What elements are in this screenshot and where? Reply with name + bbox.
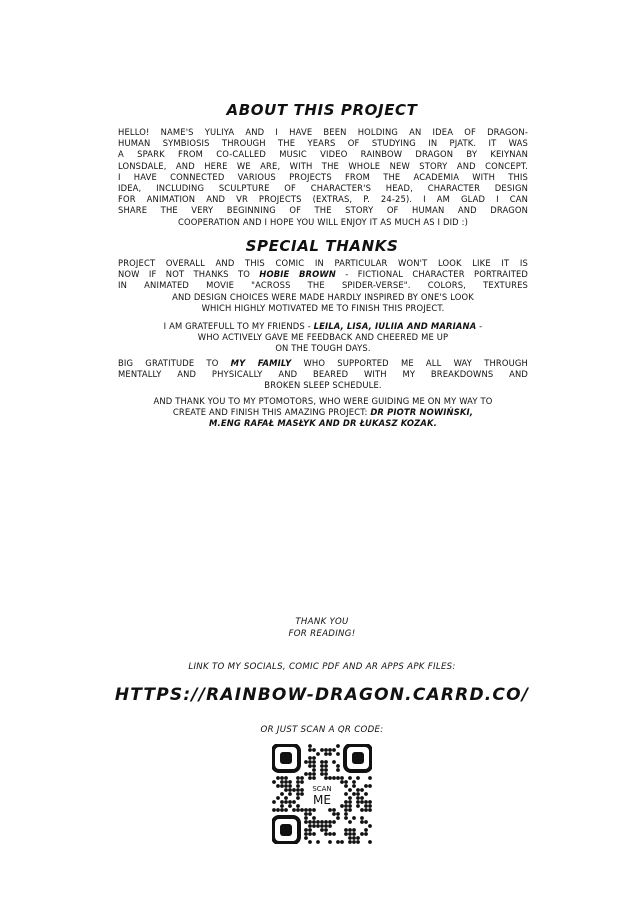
qr-module — [348, 808, 352, 812]
qr-module — [336, 812, 340, 816]
qr-module — [304, 812, 308, 816]
thanks-line: BROKEN SLEEP SCHEDULE. — [264, 380, 382, 391]
about-line: FOR ANIMATION AND VR PROJECTS (EXTRAS, P. 24-25). I AM GLAD I CAN — [118, 194, 528, 205]
thanks-line — [118, 358, 528, 369]
qr-module — [308, 748, 312, 752]
qr-module — [356, 792, 360, 796]
qr-module — [308, 824, 312, 828]
qr-module — [308, 760, 312, 764]
qr-module — [344, 804, 348, 808]
qr-module — [328, 840, 332, 844]
qr-module — [348, 820, 352, 824]
qr-me-text: ME — [313, 793, 331, 807]
qr-module — [304, 832, 308, 836]
thanks-paragraph-3 — [118, 358, 528, 392]
qr-module — [360, 800, 364, 804]
qr-module — [296, 788, 300, 792]
qr-module — [280, 800, 284, 804]
hobie-brown-name: HOBIE BROWN — [259, 269, 336, 280]
qr-module — [308, 840, 312, 844]
qr-module — [296, 776, 300, 780]
qr-module — [324, 748, 328, 752]
qr-module — [340, 804, 344, 808]
qr-module — [288, 804, 292, 808]
qr-finder-pattern — [345, 745, 371, 771]
qr-module — [312, 776, 316, 780]
qr-module — [320, 760, 324, 764]
qr-module — [312, 756, 316, 760]
qr-module — [344, 816, 348, 820]
qr-module — [280, 804, 284, 808]
qr-module — [276, 808, 280, 812]
qr-module — [356, 796, 360, 800]
qr-module — [336, 752, 340, 756]
qr-module — [292, 788, 296, 792]
thanks-line: WHICH HIGHLY MOTIVATED ME TO FINISH THIS PROJECT. — [201, 302, 445, 313]
qr-module — [308, 828, 312, 832]
qr-module — [324, 824, 328, 828]
about-line: COOPERATION AND I HOPE YOU WILL ENJOY IT AS MUCH AS I DID :) — [178, 216, 468, 227]
qr-label: OR JUST SCAN A QR CODE: — [260, 725, 384, 735]
qr-module — [356, 836, 360, 840]
qr-module — [340, 780, 344, 784]
thanks-text: NOW IF NOT THANKS TO — [118, 269, 260, 280]
qr-module — [352, 784, 356, 788]
qr-module — [304, 820, 308, 824]
qr-module — [368, 776, 372, 780]
qr-module — [328, 752, 332, 756]
qr-module — [284, 800, 288, 804]
qr-module — [332, 820, 336, 824]
qr-module — [348, 828, 352, 832]
qr-code-icon[interactable] — [272, 744, 372, 844]
qr-module — [304, 760, 308, 764]
project-url-link[interactable]: HTTPS://RAINBOW-DRAGON.CARRD.CO/ — [114, 685, 530, 705]
qr-module — [352, 828, 356, 832]
qr-module — [364, 800, 368, 804]
qr-module — [348, 832, 352, 836]
qr-module — [308, 812, 312, 816]
qr-module — [312, 764, 316, 768]
qr-module — [348, 840, 352, 844]
qr-module — [324, 764, 328, 768]
qr-module — [336, 764, 340, 768]
qr-module — [296, 804, 300, 808]
qr-module — [312, 824, 316, 828]
qr-module — [332, 776, 336, 780]
qr-module — [280, 780, 284, 784]
qr-module — [332, 832, 336, 836]
qr-module — [272, 808, 276, 812]
qr-module — [308, 744, 312, 748]
about-paragraph — [118, 127, 528, 228]
thanks-line: AND DESIGN CHOICES WERE MADE HARDLY INSPIRED BY ONE'S LOOK — [172, 291, 474, 302]
thanks-line: IN ANIMATED MOVIE "ACROSS THE SPIDER-VERSE". COLORS, TEXTURES — [118, 280, 528, 291]
qr-module — [312, 768, 316, 772]
about-line: LONSDALE, AND HERE WE ARE, WITH THE WHOLE NEW STORY AND CONCEPT. — [118, 160, 528, 171]
qr-module — [328, 808, 332, 812]
qr-module — [364, 832, 368, 836]
thanks-paragraph-1 — [118, 258, 528, 314]
qr-module — [344, 828, 348, 832]
qr-module — [284, 796, 288, 800]
qr-module — [280, 784, 284, 788]
qr-module — [312, 816, 316, 820]
qr-module — [312, 772, 316, 776]
qr-module — [284, 784, 288, 788]
qr-module — [356, 804, 360, 808]
qr-module — [292, 808, 296, 812]
qr-module — [324, 768, 328, 772]
thanks-text: - FICTIONAL CHARACTER PORTRAITED — [335, 269, 528, 280]
qr-module — [344, 832, 348, 836]
qr-module — [324, 772, 328, 776]
qr-finder-pattern — [273, 817, 299, 843]
qr-module — [352, 836, 356, 840]
qr-module — [352, 780, 356, 784]
qr-module — [296, 808, 300, 812]
qr-module — [316, 824, 320, 828]
qr-module — [364, 792, 368, 796]
qr-module — [284, 780, 288, 784]
qr-module — [352, 840, 356, 844]
qr-module — [340, 840, 344, 844]
qr-module — [296, 796, 300, 800]
qr-module — [352, 816, 356, 820]
qr-module — [332, 748, 336, 752]
qr-module — [300, 776, 304, 780]
about-line: A SPARK FROM CO-CALLED MUSIC VIDEO RAINBOW DRAGON BY KEIYNAN — [118, 149, 528, 160]
qr-module — [296, 784, 300, 788]
qr-module — [276, 796, 280, 800]
qr-module — [360, 816, 364, 820]
qr-module — [348, 800, 352, 804]
qr-module — [320, 764, 324, 768]
qr-module — [320, 768, 324, 772]
qr-module — [308, 776, 312, 780]
qr-module — [348, 796, 352, 800]
qr-module — [356, 840, 360, 844]
qr-module — [296, 780, 300, 784]
qr-module — [308, 820, 312, 824]
thanks-text: I AM GRATEFULL TO MY FRIENDS - — [163, 321, 314, 331]
qr-module — [316, 752, 320, 756]
qr-module — [288, 792, 292, 796]
qr-module — [308, 756, 312, 760]
qr-module — [308, 764, 312, 768]
thank-you-line-2: FOR READING! — [288, 629, 356, 639]
special-thanks-heading: SPECIAL THANKS — [245, 237, 399, 255]
about-line: IDEA, INCLUDING SCULPTURE OF CHARACTER'S HEAD, CHARACTER DESIGN — [118, 183, 528, 194]
qr-module — [344, 800, 348, 804]
qr-module — [368, 800, 372, 804]
qr-module — [344, 812, 348, 816]
qr-module — [324, 820, 328, 824]
qr-module — [332, 812, 336, 816]
qr-module — [348, 776, 352, 780]
qr-module — [328, 832, 332, 836]
about-line: HELLO! NAME'S YULIYA AND I HAVE BEEN HOLDING AN IDEA OF DRAGON- — [118, 127, 528, 137]
qr-module — [336, 744, 340, 748]
thanks-text: CREATE AND FINISH THIS AMAZING PROJECT: — [172, 407, 371, 418]
qr-module — [324, 832, 328, 836]
qr-module — [304, 816, 308, 820]
family-name: MY FAMILY — [230, 358, 292, 368]
qr-module — [280, 776, 284, 780]
qr-module — [292, 800, 296, 804]
qr-module — [312, 808, 316, 812]
qr-module — [276, 784, 280, 788]
link-label: LINK TO MY SOCIALS, COMIC PDF AND AR APPS APK FILES: — [188, 662, 456, 672]
qr-module — [324, 760, 328, 764]
thanks-line: PROJECT OVERALL AND THIS COMIC IN PARTICULAR WON'T LOOK LIKE IT IS — [118, 258, 528, 268]
about-line: HUMAN SYMBIOSIS THROUGH THE YEARS OF STUDYING IN PJATK. IT WAS — [118, 138, 528, 149]
qr-module — [356, 788, 360, 792]
thanks-line — [118, 269, 528, 280]
qr-module — [288, 784, 292, 788]
qr-module — [344, 780, 348, 784]
qr-module — [316, 840, 320, 844]
qr-module — [320, 772, 324, 776]
qr-module — [336, 776, 340, 780]
qr-module — [276, 776, 280, 780]
qr-module — [352, 832, 356, 836]
qr-module — [332, 760, 336, 764]
qr-module — [368, 840, 372, 844]
about-line: SHARE THE VERY BEGINNING OF THE STORY OF HUMAN AND DRAGON — [118, 205, 528, 216]
about-heading: ABOUT THIS PROJECT — [226, 101, 418, 119]
qr-module — [288, 788, 292, 792]
qr-module — [360, 808, 364, 812]
qr-module — [364, 808, 368, 812]
qr-module — [360, 832, 364, 836]
qr-module — [272, 800, 276, 804]
qr-module — [328, 748, 332, 752]
qr-module — [320, 824, 324, 828]
qr-module — [280, 792, 284, 796]
thanks-paragraph-4 — [118, 396, 528, 430]
qr-module — [284, 788, 288, 792]
qr-module — [308, 772, 312, 776]
qr-module — [300, 788, 304, 792]
qr-module — [360, 788, 364, 792]
thank-you-line-1: THANK YOU — [295, 617, 349, 627]
qr-module — [300, 780, 304, 784]
qr-module — [312, 760, 316, 764]
qr-module — [308, 808, 312, 812]
qr-module — [320, 748, 324, 752]
qr-module — [368, 808, 372, 812]
qr-module — [324, 752, 328, 756]
thanks-line: AND THANK YOU TO MY PTOMOTORS, WHO WERE GUIDING ME ON MY WAY TO — [153, 396, 493, 406]
qr-module — [320, 828, 324, 832]
thanks-line — [118, 321, 528, 332]
qr-module — [364, 784, 368, 788]
qr-module — [312, 748, 316, 752]
qr-module — [284, 776, 288, 780]
qr-module — [328, 824, 332, 828]
qr-finder-pattern — [273, 745, 299, 771]
about-line: I HAVE CONNECTED VARIOUS PROJECTS FROM THE ACADEMIA WITH THIS — [118, 171, 528, 182]
qr-module — [360, 796, 364, 800]
thanks-paragraph-2 — [118, 321, 528, 355]
qr-module — [328, 776, 332, 780]
qr-module — [320, 820, 324, 824]
qr-module — [352, 792, 356, 796]
thanks-text: - — [476, 321, 483, 331]
qr-module — [304, 808, 308, 812]
qr-module — [348, 836, 352, 840]
qr-module — [304, 828, 308, 832]
qr-module — [300, 808, 304, 812]
qr-module — [344, 808, 348, 812]
qr-module — [312, 820, 316, 824]
qr-module — [364, 820, 368, 824]
thanks-line: WHO ACTIVELY GAVE ME FEEDBACK AND CHEERED ME UP — [197, 332, 449, 343]
qr-module — [344, 792, 348, 796]
thanks-text: WHO SUPPORTED ME ALL WAY THROUGH — [291, 358, 528, 368]
qr-module — [280, 808, 284, 812]
qr-module — [348, 804, 352, 808]
qr-module — [316, 820, 320, 824]
qr-module — [364, 804, 368, 808]
thanks-text: BIG GRATITUDE TO — [118, 358, 231, 368]
qr-module — [288, 800, 292, 804]
qr-module — [368, 824, 372, 828]
thanks-line: ON THE TOUGH DAYS. — [275, 343, 371, 354]
qr-module — [356, 776, 360, 780]
qr-module — [288, 780, 292, 784]
qr-module — [312, 832, 316, 836]
thanks-line — [118, 418, 528, 429]
promotor-names: DR PIOTR NOWIŃSKI, — [370, 407, 474, 418]
qr-module — [336, 768, 340, 772]
qr-scan-text: SCAN — [312, 785, 332, 793]
qr-module — [348, 788, 352, 792]
qr-module — [344, 784, 348, 788]
qr-code-graphic — [272, 744, 372, 844]
qr-module — [336, 840, 340, 844]
qr-module — [304, 836, 308, 840]
qr-module — [272, 780, 276, 784]
qr-module — [324, 828, 328, 832]
qr-module — [340, 776, 344, 780]
qr-module — [328, 820, 332, 824]
promotor-names: M.ENG RAFAŁ MASŁYK AND DR ŁUKASZ KOZAK. — [209, 418, 437, 429]
qr-module — [324, 776, 328, 780]
qr-module — [308, 832, 312, 836]
qr-module — [368, 804, 372, 808]
friends-names: LEILA, LISA, IULIIA AND MARIANA — [313, 321, 477, 331]
qr-module — [332, 808, 336, 812]
qr-module — [356, 800, 360, 804]
qr-module — [296, 792, 300, 796]
qr-module — [364, 828, 368, 832]
qr-module — [368, 784, 372, 788]
thanks-line — [118, 407, 528, 418]
qr-module — [360, 820, 364, 824]
qr-module — [304, 772, 308, 776]
qr-module — [300, 792, 304, 796]
qr-module — [336, 816, 340, 820]
qr-module — [284, 808, 288, 812]
thanks-line: MENTALLY AND PHYSICALLY AND BEARED WITH MY BREAKDOWNS AND — [118, 369, 528, 380]
